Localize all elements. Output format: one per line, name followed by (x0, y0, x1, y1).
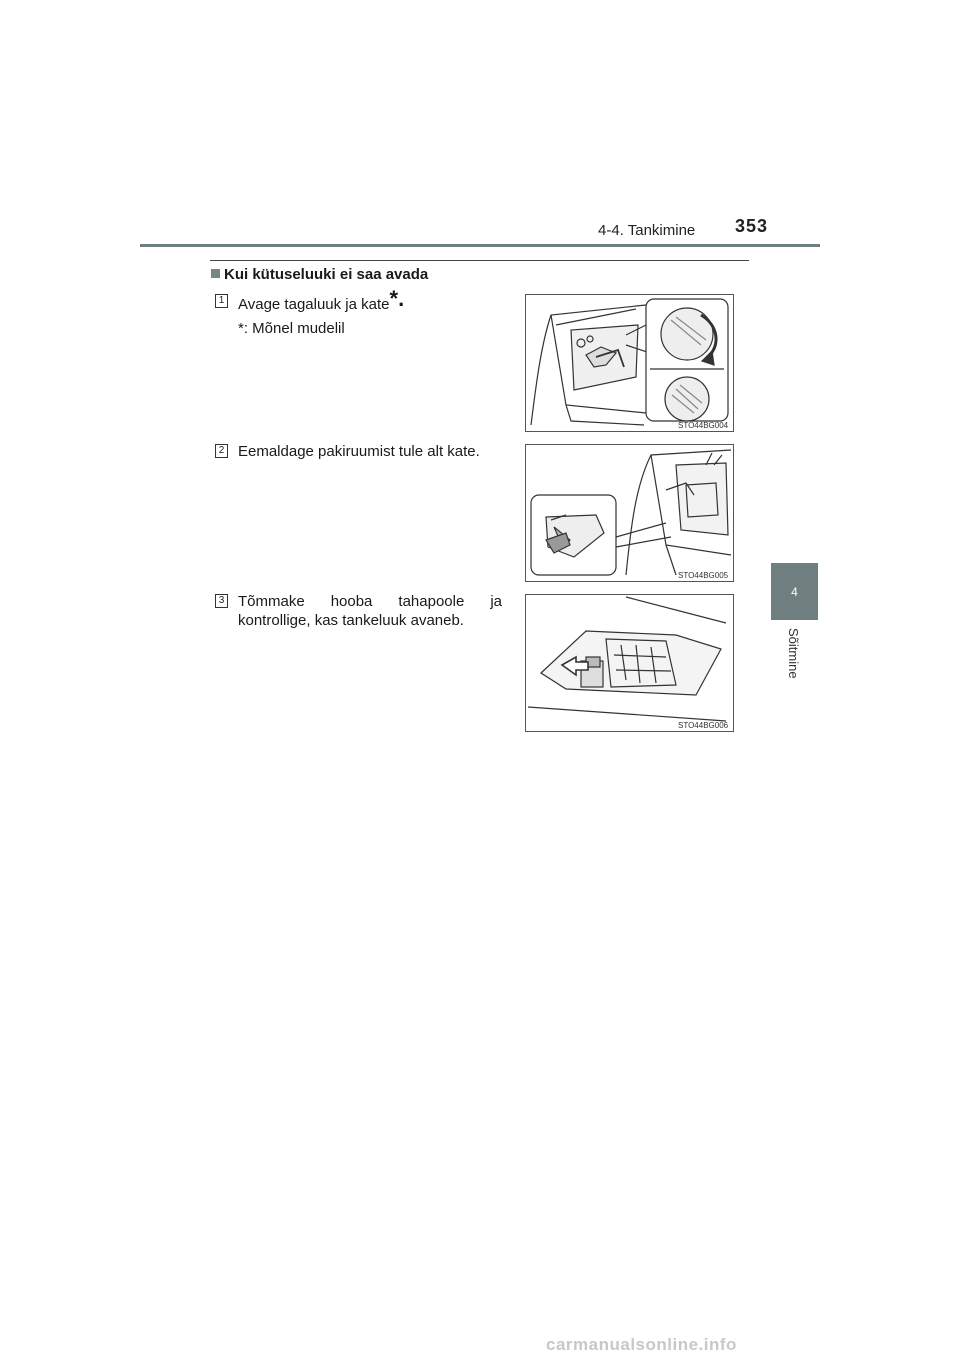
page-number: 353 (735, 216, 769, 236)
trunk-light-cover-removal-illustration-icon (526, 445, 733, 581)
figure-code-2: STO44BG005 (678, 571, 729, 580)
header-rule (140, 244, 820, 247)
step-number-2: 2 (215, 444, 228, 458)
trunk-cover-open-illustration-icon (526, 295, 733, 431)
step-3-text-line-1: Tõmmake hooba tahapoole ja (238, 593, 502, 610)
figure-code-3: STO44BG006 (678, 721, 729, 730)
footer-watermark[interactable]: carmanualsonline.info (546, 1335, 737, 1354)
figure-step-2 (525, 444, 734, 582)
step-2-text: Eemaldage pakiruumist tule alt kate. (238, 443, 480, 460)
chapter-tab (771, 563, 818, 620)
section-rule (210, 260, 749, 261)
section-heading (211, 266, 428, 283)
step-1-instruction: Avage tagaluuk ja kate (238, 296, 390, 313)
running-header-section: 4-4. Tankimine (598, 222, 696, 239)
fuel-door-lever-pull-illustration-icon (526, 595, 733, 731)
chapter-title: Sõitmine (786, 628, 801, 679)
step-number-1: 1 (215, 294, 228, 308)
step-3-text-line-2: kontrollige, kas tankeluuk avaneb. (238, 612, 464, 629)
step-number-3: 3 (215, 594, 228, 608)
figure-step-1 (525, 294, 734, 432)
section-heading-text: Kui kütuseluuki ei saa avada (224, 266, 429, 283)
figure-code-1: STO44BG004 (678, 421, 729, 430)
chapter-number: 4 (791, 584, 798, 599)
step-1-text (238, 286, 405, 314)
square-bullet-icon (211, 269, 220, 278)
step-1-asterisk: *. (389, 286, 405, 311)
figure-step-3 (525, 594, 734, 732)
step-1-footnote: *: Mõnel mudelil (238, 320, 345, 337)
